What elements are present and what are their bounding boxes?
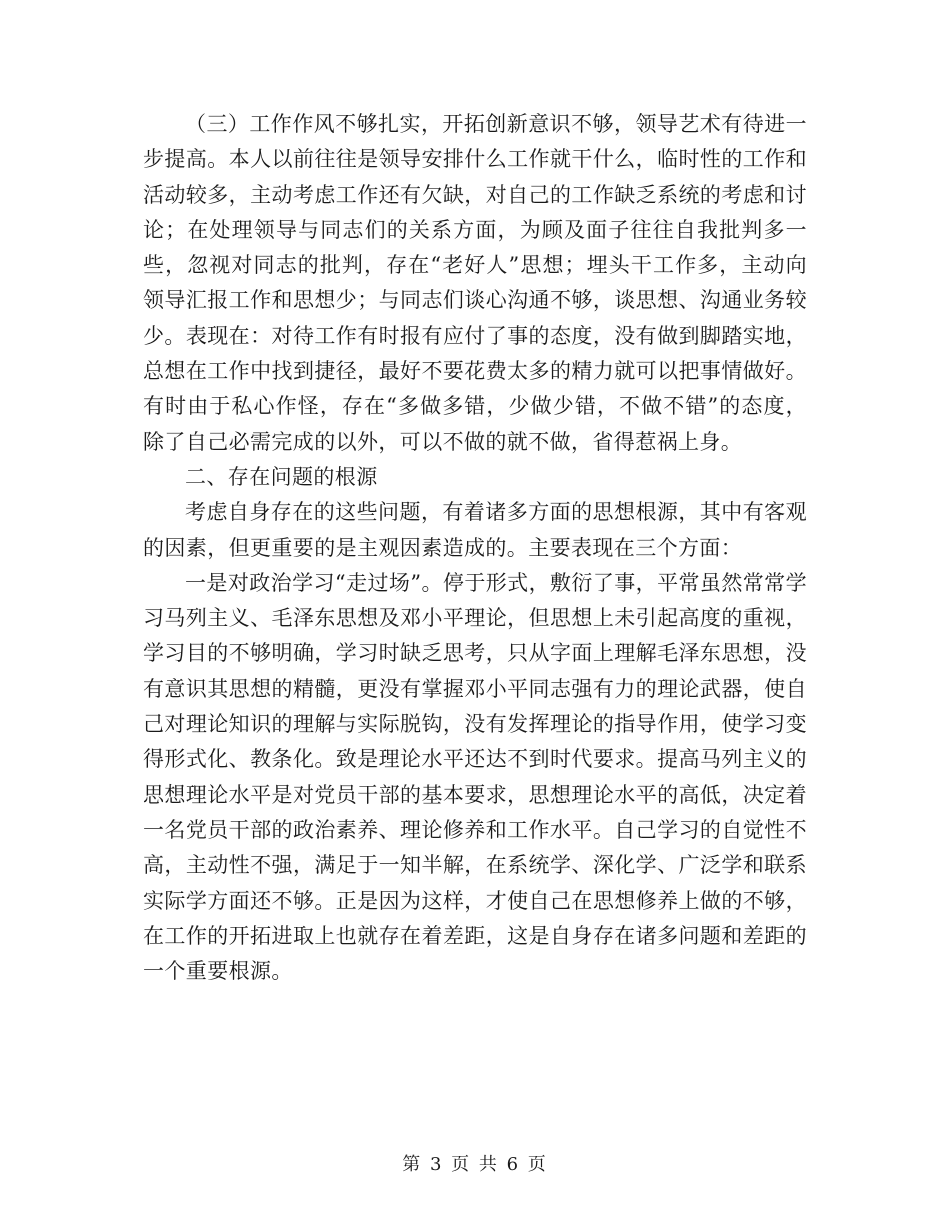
page-footer <box>0 1150 950 1176</box>
section-heading-root-causes: 二、存在问题的根源 <box>185 464 378 489</box>
paragraph-work-style: （三）工作作风不够扎实，开拓创新意识不够，领导艺术有待进一步提高。本人以前往往是领导安排什么工作就干什么，临时性的工作和活动较多，主动考虑工作还有欠缺，对自己的工作缺乏系统的考虑和讨论；在处理领导与同志们的关系方面，为顾及面子往往自我批判多一些，忽视对同志的批判，存在“老好人”思想；埋头干工作多，主动向领导汇报工作和思想少；与同志们谈心沟通不够，谈思想、沟通业务较少。表现在：对待工作有时报有应付了事的态度，没有做到脚踏实地，总想在工作中找到捷径，最好不要花费太多的精力就可以把事情做好。有时由于私心作怪，存在“多做多错，少做少错，不做不错”的态度，除了自己必需完成的以外，可以不做的就不做，省得惹祸上身。 <box>143 112 807 454</box>
document-body <box>143 107 807 989</box>
paragraph-political-study: 一是对政治学习“走过场”。停于形式，敷衍了事，平常虽然常常学习马列主义、毛泽东思想及邓小平理论，但思想上未引起高度的重视，学习目的不够明确，学习时缺乏思考，只从字面上理解毛泽东思想，没有意识其思想的精髓，更没有掌握邓小平同志强有力的理论武器，使自己对理论知识的理解与实际脱钩，没有发挥理论的指导作用，使学习变得形式化、教条化。致是理论水平还达不到时代要求。提高马列主义的思想理论水平是对党员干部的基本要求，思想理论水平的高低，决定着一名党员干部的政治素养、理论修养和工作水平。自己学习的自觉性不高，主动性不强，满足于一知半解，在系统学、深化学、广泛学和联系实际学方面还不够。正是因为这样，才使自己在思想修养上做的不够，在工作的开拓进取上也就存在着差距，这是自身存在诸多问题和差距的一个重要根源。 <box>143 570 807 984</box>
paragraph-causes-intro: 考虑自身存在的这些问题，有着诸多方面的思想根源，其中有客观的因素，但更重要的是主观因素造成的。主要表现在三个方面： <box>143 500 807 560</box>
page-number-label: 第 3 页 共 6 页 <box>402 1154 548 1175</box>
